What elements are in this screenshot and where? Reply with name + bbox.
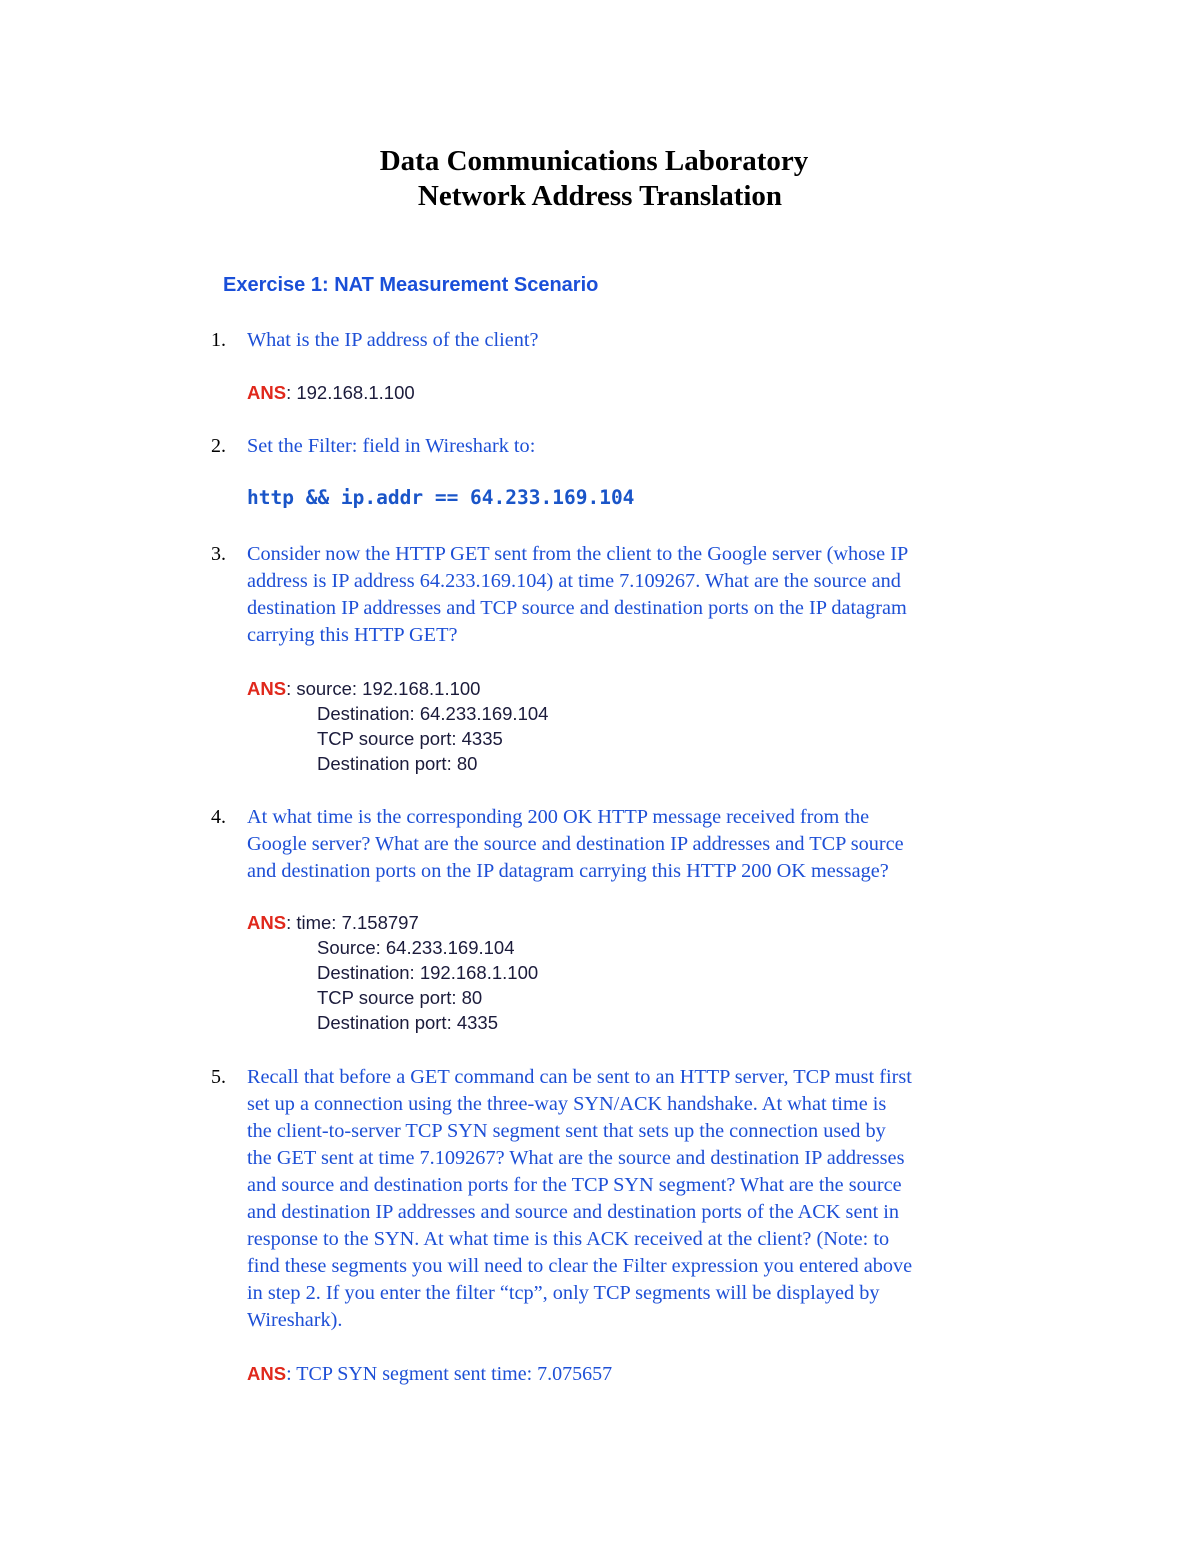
- answer-line: : source: 192.168.1.100: [286, 678, 481, 699]
- question-text: [247, 327, 1037, 354]
- answer-line: : TCP SYN segment sent time: 7.075657: [286, 1363, 613, 1385]
- document-subtitle: Network Address Translation: [417, 180, 783, 212]
- question-line: the client-to-server TCP SYN segment sent that sets up the connection used by: [247, 1120, 886, 1142]
- answer-line: : time: 7.158797: [286, 912, 419, 933]
- question-number: 2.: [211, 435, 226, 457]
- answer-label: ANS: [247, 1363, 287, 1384]
- document-title: Data Communications Laboratory: [379, 145, 809, 177]
- question-line: response to the SYN. At what time is this ACK received at the client? (Note: to: [247, 1228, 890, 1250]
- question-line: destination IP addresses and TCP source and destination ports on the IP datagram: [247, 597, 907, 619]
- question-line: find these segments you will need to clear the Filter expression you entered above: [247, 1255, 913, 1277]
- answer-line: Destination port: 80: [317, 753, 478, 774]
- answer-label: ANS: [247, 678, 287, 699]
- answer-block: [247, 1361, 612, 1387]
- question-number: 4.: [211, 806, 226, 828]
- answer-line: Destination: 192.168.1.100: [317, 962, 539, 983]
- answer-line: Destination port: 4335: [317, 1012, 499, 1033]
- answer-block: [247, 676, 548, 776]
- question-line: Google server? What are the source and destination IP addresses and TCP source: [247, 833, 904, 855]
- answer-label: ANS: [247, 912, 287, 933]
- question-text: [247, 433, 1037, 460]
- question-line: Set the Filter: field in Wireshark to:: [247, 435, 536, 457]
- answer-block: [247, 910, 538, 1035]
- question-line: At what time is the corresponding 200 OK HTTP message received from the: [247, 806, 870, 828]
- question-line: the GET sent at time 7.109267? What are the source and destination IP addresses: [247, 1147, 905, 1169]
- question-line: What is the IP address of the client?: [247, 329, 539, 351]
- answer-block: [247, 380, 415, 405]
- question-line: carrying this HTTP GET?: [247, 624, 458, 646]
- question-line: Recall that before a GET command can be sent to an HTTP server, TCP must first: [247, 1066, 912, 1088]
- exercise-heading: Exercise 1: NAT Measurement Scenario: [223, 274, 599, 296]
- question-line: set up a connection using the three-way SYN/ACK handshake. At what time is: [247, 1093, 887, 1115]
- answer-label: ANS: [247, 382, 287, 403]
- answer-line: Source: 64.233.169.104: [317, 937, 515, 958]
- question-line: Consider now the HTTP GET sent from the client to the Google server (whose IP: [247, 543, 909, 565]
- question-text: [247, 804, 1037, 885]
- question-number: 1.: [211, 329, 226, 351]
- question-text: [247, 1064, 1037, 1334]
- question-line: and destination ports on the IP datagram carrying this HTTP 200 OK message?: [247, 860, 889, 882]
- answer-line: : 192.168.1.100: [286, 382, 415, 403]
- question-line: Wireshark).: [247, 1309, 343, 1331]
- question-line: in step 2. If you enter the filter “tcp”, only TCP segments will be displayed by: [247, 1282, 880, 1304]
- question-line: and destination IP addresses and source and destination ports of the ACK sent in: [247, 1201, 900, 1223]
- question-line: and source and destination ports for the TCP SYN segment? What are the source: [247, 1174, 902, 1196]
- answer-line: TCP source port: 80: [317, 987, 483, 1008]
- question-number: 3.: [211, 543, 226, 565]
- question-line: address is IP address 64.233.169.104) at time 7.109267. What are the source and: [247, 570, 901, 592]
- question-text: [247, 541, 1037, 649]
- filter-expression: http && ip.addr == 64.233.169.104: [247, 486, 635, 509]
- answer-line: TCP source port: 4335: [317, 728, 503, 749]
- answer-line: Destination: 64.233.169.104: [317, 703, 549, 724]
- question-number: 5.: [211, 1066, 226, 1088]
